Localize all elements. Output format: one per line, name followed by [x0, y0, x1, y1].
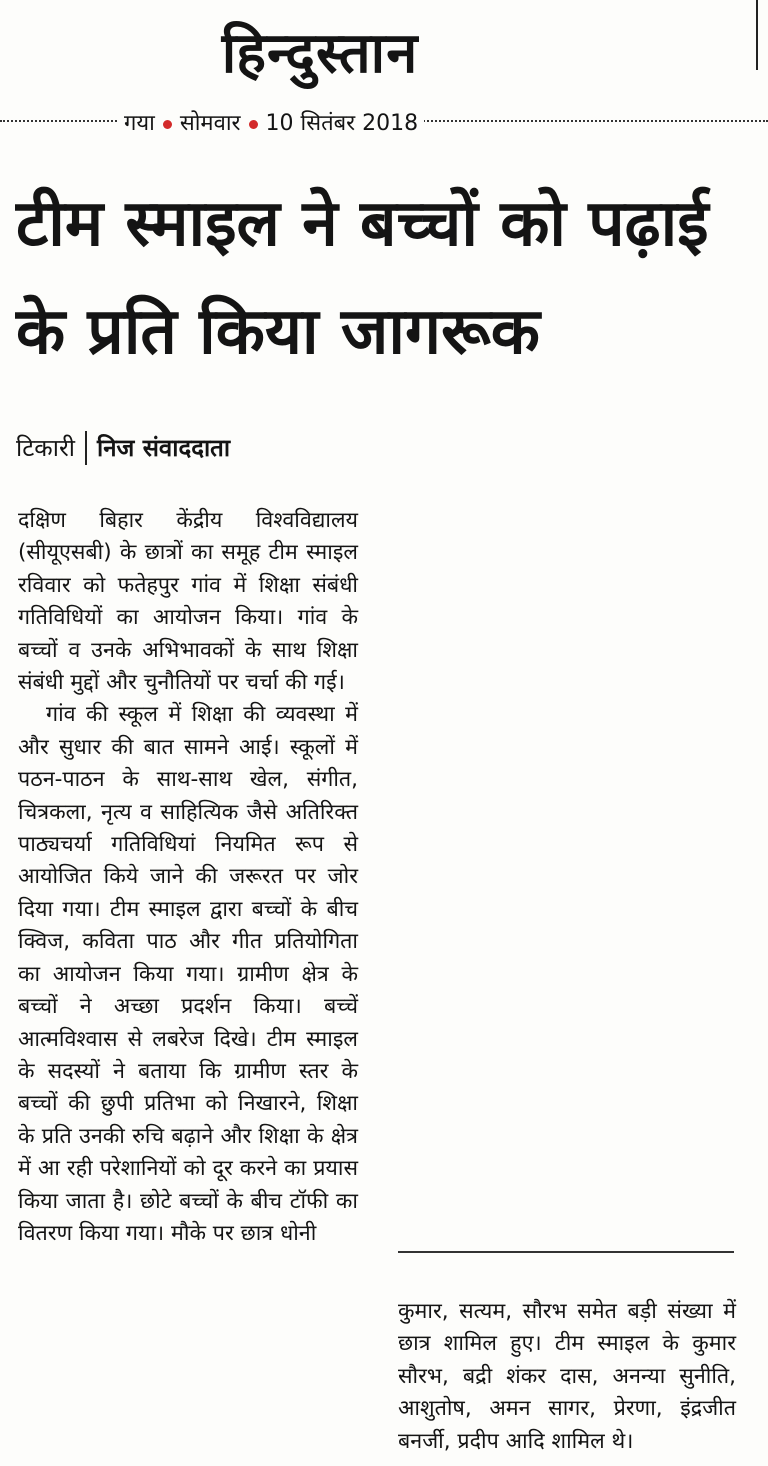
- byline: [16, 430, 230, 466]
- article-column-1: [18, 505, 358, 1250]
- dateline-date: 10 सितंबर 2018: [265, 111, 419, 136]
- dateline: [118, 110, 424, 138]
- article-column-2: [398, 1296, 736, 1458]
- article-paragraph-1: दक्षिण बिहार केंद्रीय विश्वविद्यालय (सीयूएसबी) के छात्रों का समूह टीम स्माइल रविवार को फतेहपुर गांव में शिक्षा संबंधी गतिविधियों का आयोजन किया। गांव के बच्चों व उनके अभिभावकों के साथ शिक्षा संबंधी मुद्दों और चुनौतियों पर चर्चा की गई।: [18, 508, 358, 696]
- newspaper-masthead: हिन्दुस्तान: [221, 20, 419, 86]
- dateline-day: सोमवार: [179, 111, 241, 136]
- page-edge-rule: [756, 0, 758, 70]
- byline-location: टिकारी: [16, 434, 75, 462]
- byline-reporter: निज संवाददाता: [97, 434, 231, 462]
- bullet-dot-icon: [163, 120, 172, 129]
- article-paragraph-2: गांव की स्कूल में शिक्षा की व्यवस्था में और सुधार की बात सामने आई। स्कूलों में पठन-पाठन के साथ-साथ खेल, संगीत, चित्रकला, नृत्य व साहित्यिक जैसे अतिरिक्त पाठ्यचर्या गतिविधियां नियमित रूप से आयोजित किये जाने की जरूरत पर जोर दिया गया। टीम स्माइल द्वारा बच्चों के बीच क्विज, कविता पाठ और गीत प्रतियोगिता का आयोजन किया गया। ग्रामीण क्षेत्र के बच्चों ने अच्छा प्रदर्शन किया। बच्चें आत्मविश्वास से लबरेज दिखे। टीम स्माइल के सदस्यों ने बताया कि ग्रामीण स्तर के बच्चों की छुपी प्रतिभा को निखारने, शिक्षा के प्रति उनकी रुचि बढ़ाने और शिक्षा के क्षेत्र में आ रही परेशानियों को दूर करने का प्रयास किया जाता है। छोटे बच्चों के बीच टॉफी का वितरण किया गया। मौके पर छात्र धोनी: [18, 702, 358, 1246]
- byline-separator: [85, 431, 87, 465]
- column-divider-rule: [398, 1251, 734, 1253]
- bullet-dot-icon: [249, 120, 258, 129]
- dateline-city: गया: [124, 111, 155, 136]
- article-headline: टीम स्माइल ने बच्चों को पढ़ाई के प्रति किया जागरूक: [16, 187, 709, 369]
- article-continuation: कुमार, सत्यम, सौरभ समेत बड़ी संख्या में छात्र शामिल हुए। टीम स्माइल के कुमार सौरभ, बद्री शंकर दास, अनन्या सुनीति, आशुतोष, अमन सागर, प्रेरणा, इंद्रजीत बनर्जी, प्रदीप आदि शामिल थे।: [398, 1299, 736, 1454]
